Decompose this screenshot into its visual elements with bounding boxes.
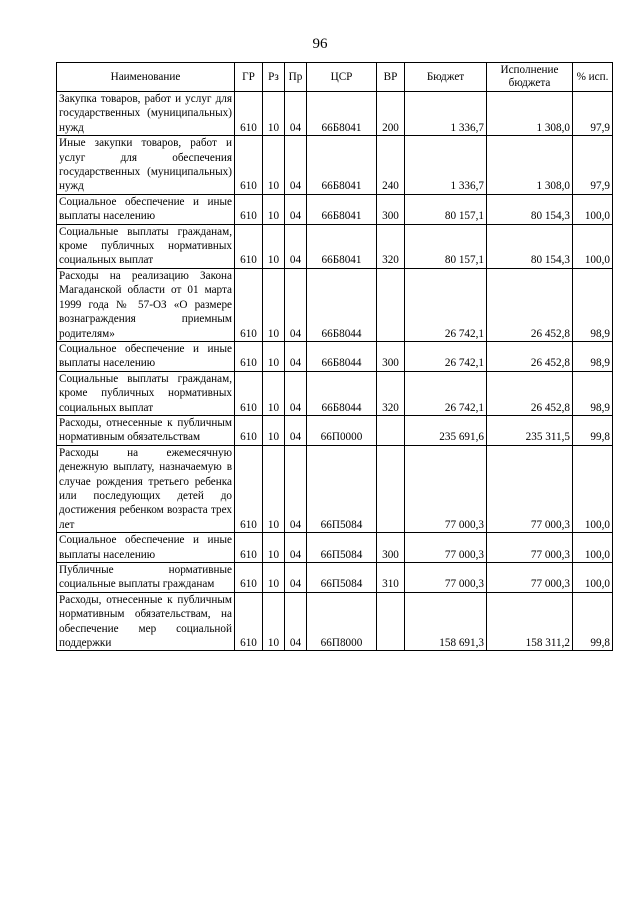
- cell-csr: 66П8000: [307, 592, 377, 651]
- cell-budget: 26 742,1: [405, 371, 487, 415]
- cell-vr: 320: [377, 371, 405, 415]
- cell-execution: 26 452,8: [487, 341, 573, 371]
- cell-gr: 610: [235, 268, 263, 341]
- cell-budget: 80 157,1: [405, 194, 487, 224]
- cell-vr: [377, 445, 405, 532]
- cell-execution: 1 308,0: [487, 136, 573, 195]
- cell-percent: 100,0: [573, 194, 613, 224]
- cell-percent: 100,0: [573, 445, 613, 532]
- cell-budget: 158 691,3: [405, 592, 487, 651]
- cell-execution: 26 452,8: [487, 268, 573, 341]
- cell-name: Расходы, отнесенные к публичным нормативным обязательствам: [57, 415, 235, 445]
- cell-pr: 04: [285, 268, 307, 341]
- table-row: [57, 268, 613, 341]
- cell-rz: 10: [263, 341, 285, 371]
- cell-csr: 66Б8044: [307, 371, 377, 415]
- cell-gr: 610: [235, 415, 263, 445]
- cell-pr: 04: [285, 341, 307, 371]
- cell-percent: 100,0: [573, 563, 613, 593]
- cell-vr: 240: [377, 136, 405, 195]
- cell-execution: 1 308,0: [487, 92, 573, 136]
- cell-name: Расходы на ежемесячную денежную выплату, назначаемую в случае рождения третьего ребенка или последующих детей до достижения ребенком возраста трех лет: [57, 445, 235, 532]
- cell-budget: 77 000,3: [405, 445, 487, 532]
- cell-pr: 04: [285, 533, 307, 563]
- header-gr: ГР: [235, 63, 263, 92]
- cell-gr: 610: [235, 533, 263, 563]
- cell-vr: [377, 592, 405, 651]
- header-name: Наименование: [57, 63, 235, 92]
- cell-pr: 04: [285, 563, 307, 593]
- cell-csr: 66Б8041: [307, 92, 377, 136]
- cell-execution: 26 452,8: [487, 371, 573, 415]
- header-percent: % исп.: [573, 63, 613, 92]
- cell-rz: 10: [263, 224, 285, 268]
- cell-vr: 320: [377, 224, 405, 268]
- table-row: [57, 92, 613, 136]
- cell-budget: 77 000,3: [405, 533, 487, 563]
- cell-vr: [377, 268, 405, 341]
- cell-vr: [377, 415, 405, 445]
- cell-rz: 10: [263, 563, 285, 593]
- cell-name: Расходы на реализацию Закона Магаданской области от 01 марта 1999 года № 57-ОЗ «О размере вознаграждения приемным родителям»: [57, 268, 235, 341]
- cell-csr: 66Б8041: [307, 224, 377, 268]
- cell-execution: 77 000,3: [487, 563, 573, 593]
- cell-gr: 610: [235, 224, 263, 268]
- cell-pr: 04: [285, 592, 307, 651]
- cell-vr: 300: [377, 194, 405, 224]
- cell-rz: 10: [263, 268, 285, 341]
- cell-percent: 98,9: [573, 268, 613, 341]
- cell-budget: 235 691,6: [405, 415, 487, 445]
- cell-budget: 1 336,7: [405, 136, 487, 195]
- table-row: [57, 592, 613, 651]
- cell-name: Социальные выплаты гражданам, кроме публичных нормативных социальных выплат: [57, 224, 235, 268]
- header-rz: Рз: [263, 63, 285, 92]
- table-header-row: [57, 63, 613, 92]
- header-csr: ЦСР: [307, 63, 377, 92]
- cell-csr: 66Б8041: [307, 136, 377, 195]
- cell-csr: 66Б8044: [307, 341, 377, 371]
- cell-rz: 10: [263, 592, 285, 651]
- cell-gr: 610: [235, 371, 263, 415]
- table-row: [57, 224, 613, 268]
- cell-gr: 610: [235, 194, 263, 224]
- cell-rz: 10: [263, 136, 285, 195]
- cell-percent: 100,0: [573, 533, 613, 563]
- table-row: [57, 533, 613, 563]
- cell-vr: 310: [377, 563, 405, 593]
- budget-table: [56, 62, 613, 651]
- table-row: [57, 563, 613, 593]
- table-row: [57, 371, 613, 415]
- cell-execution: 77 000,3: [487, 445, 573, 532]
- cell-csr: 66П5084: [307, 445, 377, 532]
- table-row: [57, 194, 613, 224]
- cell-pr: 04: [285, 371, 307, 415]
- cell-percent: 99,8: [573, 592, 613, 651]
- cell-pr: 04: [285, 194, 307, 224]
- cell-csr: 66Б8044: [307, 268, 377, 341]
- cell-csr: 66П0000: [307, 415, 377, 445]
- cell-budget: 26 742,1: [405, 341, 487, 371]
- cell-vr: 300: [377, 341, 405, 371]
- cell-rz: 10: [263, 194, 285, 224]
- table-row: [57, 415, 613, 445]
- cell-rz: 10: [263, 445, 285, 532]
- cell-gr: 610: [235, 341, 263, 371]
- cell-vr: 200: [377, 92, 405, 136]
- header-execution: Исполнение бюджета: [487, 63, 573, 92]
- cell-gr: 610: [235, 92, 263, 136]
- cell-name: Социальное обеспечение и иные выплаты населению: [57, 533, 235, 563]
- cell-pr: 04: [285, 445, 307, 532]
- cell-execution: 77 000,3: [487, 533, 573, 563]
- cell-rz: 10: [263, 415, 285, 445]
- table-row: [57, 341, 613, 371]
- cell-name: Социальные выплаты гражданам, кроме публичных нормативных социальных выплат: [57, 371, 235, 415]
- table-row: [57, 445, 613, 532]
- cell-rz: 10: [263, 371, 285, 415]
- cell-execution: 158 311,2: [487, 592, 573, 651]
- cell-name: Расходы, отнесенные к публичным нормативным обязательствам, на обеспечение мер социальной поддержки: [57, 592, 235, 651]
- page-number: 96: [312, 36, 328, 52]
- header-pr: Пр: [285, 63, 307, 92]
- cell-percent: 98,9: [573, 341, 613, 371]
- cell-execution: 80 154,3: [487, 194, 573, 224]
- cell-csr: 66П5084: [307, 533, 377, 563]
- cell-name: Социальное обеспечение и иные выплаты населению: [57, 341, 235, 371]
- cell-gr: 610: [235, 563, 263, 593]
- cell-rz: 10: [263, 92, 285, 136]
- cell-budget: 77 000,3: [405, 563, 487, 593]
- cell-execution: 80 154,3: [487, 224, 573, 268]
- cell-name: Иные закупки товаров, работ и услуг для обеспечения государственных (муниципальных) нужд: [57, 136, 235, 195]
- cell-csr: 66Б8041: [307, 194, 377, 224]
- cell-budget: 1 336,7: [405, 92, 487, 136]
- cell-execution: 235 311,5: [487, 415, 573, 445]
- header-budget: Бюджет: [405, 63, 487, 92]
- cell-budget: 26 742,1: [405, 268, 487, 341]
- cell-percent: 98,9: [573, 371, 613, 415]
- cell-percent: 100,0: [573, 224, 613, 268]
- cell-pr: 04: [285, 92, 307, 136]
- cell-pr: 04: [285, 224, 307, 268]
- cell-csr: 66П5084: [307, 563, 377, 593]
- cell-budget: 80 157,1: [405, 224, 487, 268]
- cell-percent: 99,8: [573, 415, 613, 445]
- header-vr: ВР: [377, 63, 405, 92]
- cell-gr: 610: [235, 445, 263, 532]
- cell-gr: 610: [235, 136, 263, 195]
- cell-name: Социальное обеспечение и иные выплаты населению: [57, 194, 235, 224]
- cell-name: Закупка товаров, работ и услуг для государственных (муниципальных) нужд: [57, 92, 235, 136]
- cell-percent: 97,9: [573, 92, 613, 136]
- cell-rz: 10: [263, 533, 285, 563]
- cell-gr: 610: [235, 592, 263, 651]
- cell-percent: 97,9: [573, 136, 613, 195]
- cell-vr: 300: [377, 533, 405, 563]
- cell-pr: 04: [285, 136, 307, 195]
- cell-name: Публичные нормативные социальные выплаты гражданам: [57, 563, 235, 593]
- cell-pr: 04: [285, 415, 307, 445]
- table-row: [57, 136, 613, 195]
